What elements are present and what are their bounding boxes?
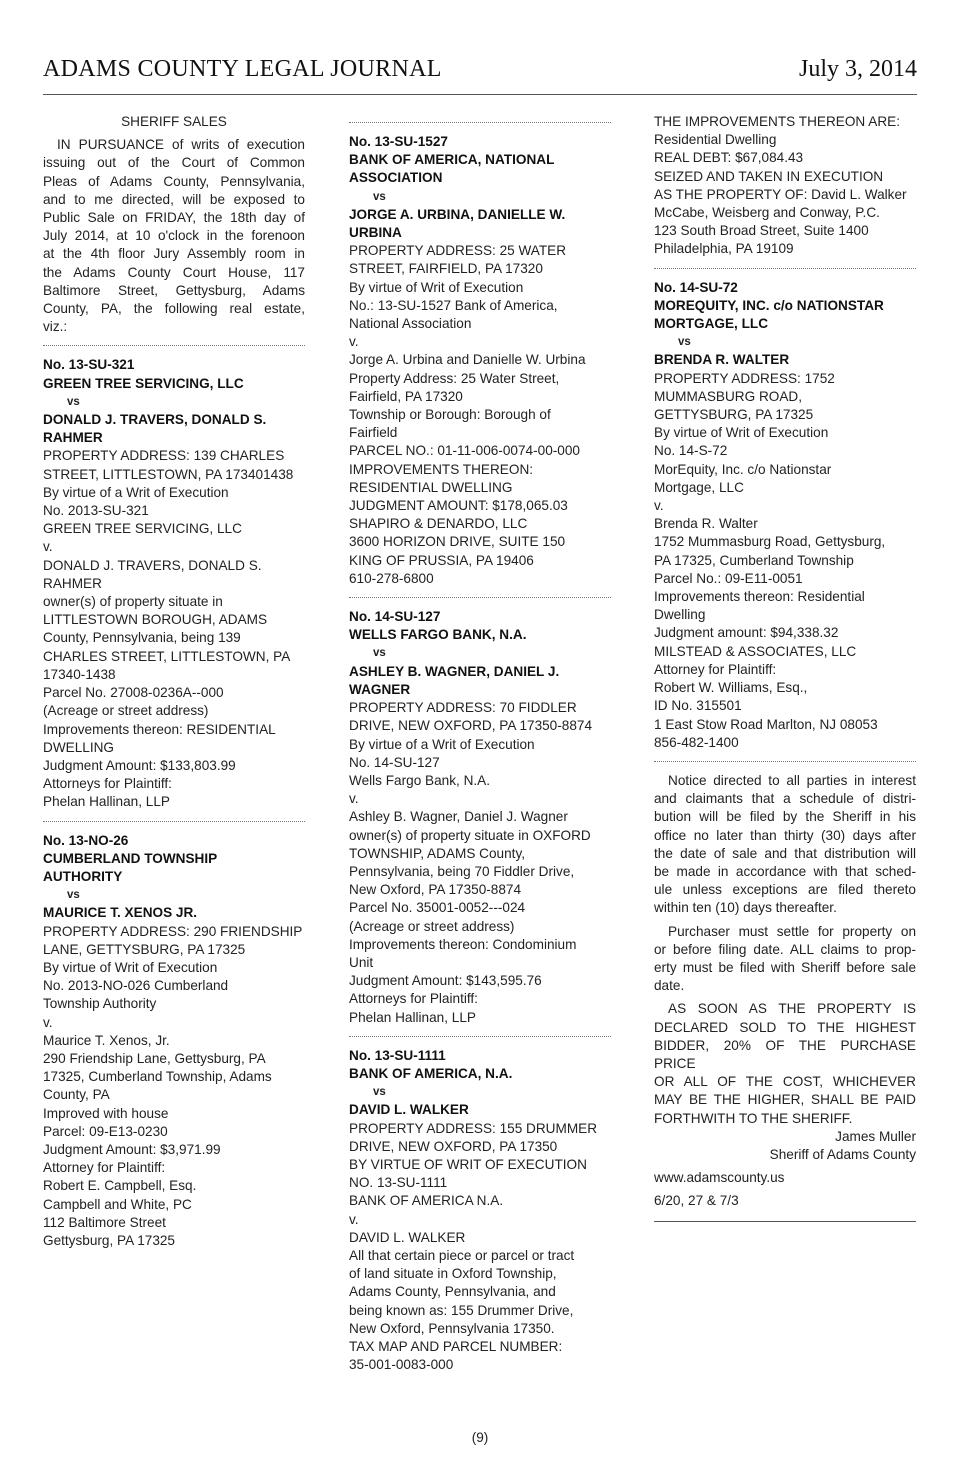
text-line: (Acreage or street address) <box>43 703 209 719</box>
case-heading-line: DAVID L. WALKER <box>349 1102 469 1118</box>
text-line: Phelan Hallinan, LLP <box>349 1009 476 1025</box>
text-line: July 2014, at 10 o'clock in the forenoon <box>43 228 305 244</box>
case-heading-line: DONALD J. TRAVERS, DONALD S. <box>43 412 267 428</box>
text-line: of land situate in Oxford Township, <box>349 1266 557 1282</box>
text-line: TOWNSHIP, ADAMS County, <box>349 845 526 861</box>
column-left <box>43 113 305 1250</box>
text-line: PROPERTY ADDRESS: 290 FRIENDSHIP <box>43 923 303 939</box>
text-line: McCabe, Weisberg and Conway, P.C. <box>654 205 880 221</box>
text-line: Improvements thereon: Residential <box>654 589 865 605</box>
text-line: STREET, LITTLESTOWN, PA 173401438 <box>43 466 294 482</box>
text-line: 17340-1438 <box>43 666 116 682</box>
text-line: date. <box>654 978 685 994</box>
text-line: erty must be filed with Sheriff before sale <box>654 959 916 975</box>
text-line: Attorneys for Plaintiff: <box>349 991 478 1007</box>
case-heading-line: MAURICE T. XENOS JR. <box>43 905 198 921</box>
text-line: Judgment amount: $94,338.32 <box>654 625 839 641</box>
text-line: Dwelling <box>654 607 706 623</box>
text-line: at the 4th floor Jury Assembly room in <box>43 246 305 262</box>
text-line: STREET, FAIRFIELD, PA 17320 <box>349 261 543 277</box>
page-header <box>43 54 917 95</box>
text-line: OR ALL OF THE COST, WHICHEVER <box>654 1074 916 1090</box>
text-line: FORTHWITH TO THE SHERIFF. <box>654 1110 853 1126</box>
text-line: LITTLESTOWN BOROUGH, ADAMS <box>43 612 268 628</box>
text-line: Township or Borough: Borough of <box>349 407 551 423</box>
text-line: SEIZED AND TAKEN IN EXECUTION <box>654 168 884 184</box>
issue-date: July 3, 2014 <box>798 56 917 82</box>
case-heading-line: BRENDA R. WALTER <box>654 352 790 368</box>
text-line: Parcel No. 35001-0052---024 <box>349 900 526 916</box>
text-line: owner(s) of property situate in OXFORD <box>349 827 591 843</box>
text-line: DAVID L. WALKER <box>349 1229 466 1245</box>
case-heading-line: URBINA <box>349 225 402 241</box>
text-line: Judgment Amount: $133,803.99 <box>43 757 236 773</box>
text-line: TAX MAP AND PARCEL NUMBER: <box>349 1339 563 1354</box>
text-line: Property Address: 25 Water Street, <box>349 370 560 386</box>
text-line: Phelan Hallinan, LLP <box>43 794 170 810</box>
text-line: PROPERTY ADDRESS: 139 CHARLES <box>43 448 285 464</box>
text-line: Robert E. Campbell, Esq. <box>43 1178 197 1194</box>
text-line: Judgment Amount: $3,971.99 <box>43 1141 221 1157</box>
text-line: 3600 HORIZON DRIVE, SUITE 150 <box>349 534 566 550</box>
section-divider <box>654 268 916 269</box>
text-line: Ashley B. Wagner, Daniel J. Wagner <box>349 809 568 825</box>
text-line: Philadelphia, PA 19109 <box>654 241 794 257</box>
text-line: v. <box>43 539 53 555</box>
text-line: 123 South Broad Street, Suite 1400 <box>654 223 869 239</box>
text-line: 6/20, 27 & 7/3 <box>654 1193 739 1209</box>
text-line: BANK OF AMERICA N.A. <box>349 1193 504 1209</box>
text-line: ID No. 315501 <box>654 698 742 714</box>
section-divider <box>349 597 611 598</box>
text-line: MILSTEAD & ASSOCIATES, LLC <box>654 643 857 659</box>
text-line: be made in accordance with that sched- <box>654 863 916 879</box>
case-heading-line: ASHLEY B. WAGNER, DANIEL J. <box>349 663 560 679</box>
section-divider <box>43 821 305 822</box>
text-line: DRIVE, NEW OXFORD, PA 17350-8874 <box>349 718 593 734</box>
text-line: the Adams County Court House, 117 <box>43 264 305 280</box>
versus-label: vs <box>373 647 386 660</box>
case-heading-line: No. 13-NO-26 <box>43 832 129 848</box>
text-line: 112 Baltimore Street <box>43 1214 166 1230</box>
section-divider <box>349 122 611 123</box>
text-line: AS SOON AS THE PROPERTY IS <box>668 1001 916 1017</box>
text-line: KING OF PRUSSIA, PA 19406 <box>349 552 534 568</box>
text-line: THE IMPROVEMENTS THEREON ARE: <box>654 114 900 129</box>
text-line: County, PA <box>43 1087 110 1103</box>
text-line: MUMMASBURG ROAD, <box>654 388 803 404</box>
case-heading-line: BANK OF AMERICA, NATIONAL <box>349 152 555 168</box>
section-divider <box>654 761 916 762</box>
text-line: No. 2013-SU-321 <box>43 503 149 519</box>
text-line: No. 2013-NO-026 Cumberland <box>43 978 229 994</box>
text-line: Jorge A. Urbina and Danielle W. Urbina <box>349 352 586 368</box>
text-line: 17325, Cumberland Township, Adams <box>43 1069 272 1085</box>
text-line: office no later than thirty (30) days after <box>654 827 916 843</box>
versus-label: vs <box>67 889 80 902</box>
text-line: PROPERTY ADDRESS: 155 DRUMMER <box>349 1120 598 1136</box>
text-line: v. <box>349 334 359 350</box>
text-line: AS THE PROPERTY OF: David L. Walker <box>654 186 907 202</box>
versus-label: vs <box>67 395 80 408</box>
text-line: Attorney for Plaintiff: <box>654 661 777 677</box>
text-line: No. 14-S-72 <box>654 443 728 459</box>
text-line: REAL DEBT: $67,084.43 <box>654 150 804 166</box>
text-line: or before filing date. ALL claims to prop- <box>654 941 916 957</box>
text-line: 35-001-0083-000 <box>349 1357 454 1373</box>
text-line: bution will be filed by the Sheriff in his <box>654 809 916 825</box>
text-line: County, Pennsylvania, being 139 <box>43 630 241 646</box>
closing-rule <box>654 1221 916 1222</box>
text-line: All that certain piece or parcel or tract <box>349 1247 575 1263</box>
text-line: 610-278-6800 <box>349 570 434 586</box>
text-line: Robert W. Williams, Esq., <box>654 680 808 696</box>
text-line: County, PA, the following real estate, <box>43 301 305 317</box>
text-line: Brenda R. Walter <box>654 516 758 532</box>
text-line: Attorneys for Plaintiff: <box>43 776 172 792</box>
text-line: PROPERTY ADDRESS: 1752 <box>654 370 835 386</box>
case-heading-line: AUTHORITY <box>43 868 123 884</box>
column-middle <box>349 113 611 1374</box>
text-line: MorEquity, Inc. c/o Nationstar <box>654 461 832 477</box>
text-line: v. <box>349 1211 359 1227</box>
case-heading-line: No. 14-SU-72 <box>654 279 738 295</box>
text-line: Pleas of Adams County, Pennsylvania, <box>43 173 305 189</box>
case-heading-line: No. 13-SU-1527 <box>349 134 448 149</box>
text-line: No.: 13-SU-1527 Bank of America, <box>349 297 558 313</box>
case-heading-line: CUMBERLAND TOWNSHIP <box>43 850 218 866</box>
text-line: DRIVE, NEW OXFORD, PA 17350 <box>349 1138 558 1154</box>
text-line: JUDGMENT AMOUNT: $178,065.03 <box>349 498 568 514</box>
text-line: PROPERTY ADDRESS: 25 WATER <box>349 243 567 259</box>
versus-label: vs <box>678 336 691 349</box>
text-line: RAHMER <box>43 575 102 591</box>
text-line: Purchaser must settle for property on <box>668 923 916 939</box>
text-line: 1752 Mummasburg Road, Gettysburg, <box>654 534 886 550</box>
text-line: No. 14-SU-127 <box>349 754 440 770</box>
page-number: (9) <box>471 1430 489 1445</box>
text-line: PA 17325, Cumberland Township <box>654 552 854 568</box>
case-heading-line: WELLS FARGO BANK, N.A. <box>349 627 527 643</box>
text-line: DONALD J. TRAVERS, DONALD S. <box>43 557 262 573</box>
case-heading-line: ASSOCIATION <box>349 170 443 186</box>
text-line: BY VIRTUE OF WRIT OF EXECUTION <box>349 1156 587 1172</box>
text-line: IN PURSUANCE of writs of execution <box>57 137 305 153</box>
case-heading-line: GREEN TREE SERVICING, LLC <box>43 375 244 391</box>
text-line: 1 East Stow Road Marlton, NJ 08053 <box>654 716 878 732</box>
versus-label: vs <box>373 1086 386 1099</box>
text-line: Fairfield, PA 17320 <box>349 388 463 404</box>
text-line: Public Sale on FRIDAY, the 18th day of <box>43 210 305 226</box>
text-line: Campbell and White, PC <box>43 1196 192 1212</box>
text-line: GETTYSBURG, PA 17325 <box>654 407 814 423</box>
versus-label: vs <box>373 190 386 203</box>
text-line: IMPROVEMENTS THEREON: <box>349 461 534 477</box>
text-line: v. <box>349 791 359 807</box>
text-line: Parcel: 09-E13-0230 <box>43 1123 168 1139</box>
text-line: v. <box>654 498 664 514</box>
text-line: the date of sale and that distribution will <box>654 845 916 861</box>
text-line: Unit <box>349 954 374 970</box>
text-line: SHERIFF SALES <box>121 114 227 129</box>
text-line: within ten (10) days thereafter. <box>654 900 837 916</box>
text-line: ule unless exceptions are filed thereto <box>654 882 916 898</box>
text-line: Baltimore Street, Gettysburg, Adams <box>43 282 305 298</box>
text-line: and claimants that a schedule of distri- <box>654 791 916 807</box>
text-line: BIDDER, 20% OF THE PURCHASE PRICE <box>654 1037 916 1071</box>
case-heading-line: BANK OF AMERICA, N.A. <box>349 1065 513 1081</box>
text-line: viz.: <box>43 319 68 335</box>
text-line: DECLARED SOLD TO THE HIGHEST <box>654 1019 916 1035</box>
text-line: Fairfield <box>349 425 398 441</box>
text-line: Improved with house <box>43 1105 169 1121</box>
text-line: Wells Fargo Bank, N.A. <box>349 772 491 788</box>
case-heading-line: RAHMER <box>43 430 103 446</box>
text-line: being known as: 155 Drummer Drive, <box>349 1302 574 1318</box>
text-line: LANE, GETTYSBURG, PA 17325 <box>43 941 246 957</box>
text-line: GREEN TREE SERVICING, LLC <box>43 521 242 537</box>
case-heading-line: MORTGAGE, LLC <box>654 316 769 332</box>
text-line: Improvements thereon: Condominium <box>349 936 577 952</box>
text-line: By virtue of a Writ of Execution <box>43 484 229 500</box>
section-divider <box>43 345 305 346</box>
text-line: By virtue of Writ of Execution <box>349 279 524 295</box>
journal-title: ADAMS COUNTY LEGAL JOURNAL <box>43 56 442 82</box>
text-line: New Oxford, Pennsylvania 17350. <box>349 1320 555 1336</box>
text-line: v. <box>43 1014 53 1030</box>
text-line: (Acreage or street address) <box>349 918 515 934</box>
text-line: Gettysburg, PA 17325 <box>43 1232 175 1248</box>
text-line: PARCEL NO.: 01-11-006-0074-00-000 <box>349 443 580 459</box>
text-line: NO. 13-SU-1111 <box>349 1175 448 1191</box>
case-heading-line: No. 13-SU-1111 <box>349 1047 446 1063</box>
text-line: By virtue of Writ of Execution <box>654 425 829 441</box>
column-right <box>654 113 916 1222</box>
case-heading-line: No. 13-SU-321 <box>43 357 135 373</box>
text-line: 290 Friendship Lane, Gettysburg, PA <box>43 1050 266 1066</box>
text-line: Maurice T. Xenos, Jr. <box>43 1032 170 1048</box>
text-line: Pennsylvania, being 70 Fiddler Drive, <box>349 863 575 879</box>
text-line: By virtue of a Writ of Execution <box>349 736 535 752</box>
case-heading-line: No. 14-SU-127 <box>349 609 441 625</box>
text-line: and to me directed, will be exposed to <box>43 191 305 207</box>
text-line: James Muller <box>835 1128 916 1144</box>
text-line: MAY BE THE HIGHER, SHALL BE PAID <box>654 1092 916 1108</box>
text-line: www.adamscounty.us <box>654 1170 785 1186</box>
text-line: CHARLES STREET, LITTLESTOWN, PA <box>43 648 291 664</box>
text-line: owner(s) of property situate in <box>43 594 223 610</box>
text-line: Judgment Amount: $143,595.76 <box>349 973 542 989</box>
case-heading-line: MOREQUITY, INC. c/o NATIONSTAR <box>654 297 884 313</box>
case-heading-line: JORGE A. URBINA, DANIELLE W. <box>349 206 566 222</box>
text-line: issuing out of the Court of Common <box>43 155 305 171</box>
text-line: 856-482-1400 <box>654 734 739 750</box>
text-line: By virtue of Writ of Execution <box>43 959 218 975</box>
text-line: DWELLING <box>43 739 115 755</box>
text-line: New Oxford, PA 17350-8874 <box>349 882 522 898</box>
text-line: Parcel No. 27008-0236A--000 <box>43 685 224 701</box>
text-line: SHAPIRO & DENARDO, LLC <box>349 516 528 532</box>
text-line: Township Authority <box>43 996 157 1012</box>
text-line: Mortgage, LLC <box>654 479 744 495</box>
text-line: Parcel No.: 09-E11-0051 <box>654 570 803 586</box>
case-heading-line: WAGNER <box>349 681 411 697</box>
text-line: Sheriff of Adams County <box>769 1146 916 1162</box>
section-divider <box>349 1036 611 1037</box>
text-line: Residential Dwelling <box>654 132 777 148</box>
text-line: PROPERTY ADDRESS: 70 FIDDLER <box>349 700 577 716</box>
text-line: Adams County, Pennsylvania, and <box>349 1284 556 1300</box>
text-line: Attorney for Plaintiff: <box>43 1160 166 1176</box>
text-line: Notice directed to all parties in interest <box>668 772 916 788</box>
text-line: RESIDENTIAL DWELLING <box>349 479 513 495</box>
text-line: National Association <box>349 316 472 332</box>
text-line: Improvements thereon: RESIDENTIAL <box>43 721 276 737</box>
